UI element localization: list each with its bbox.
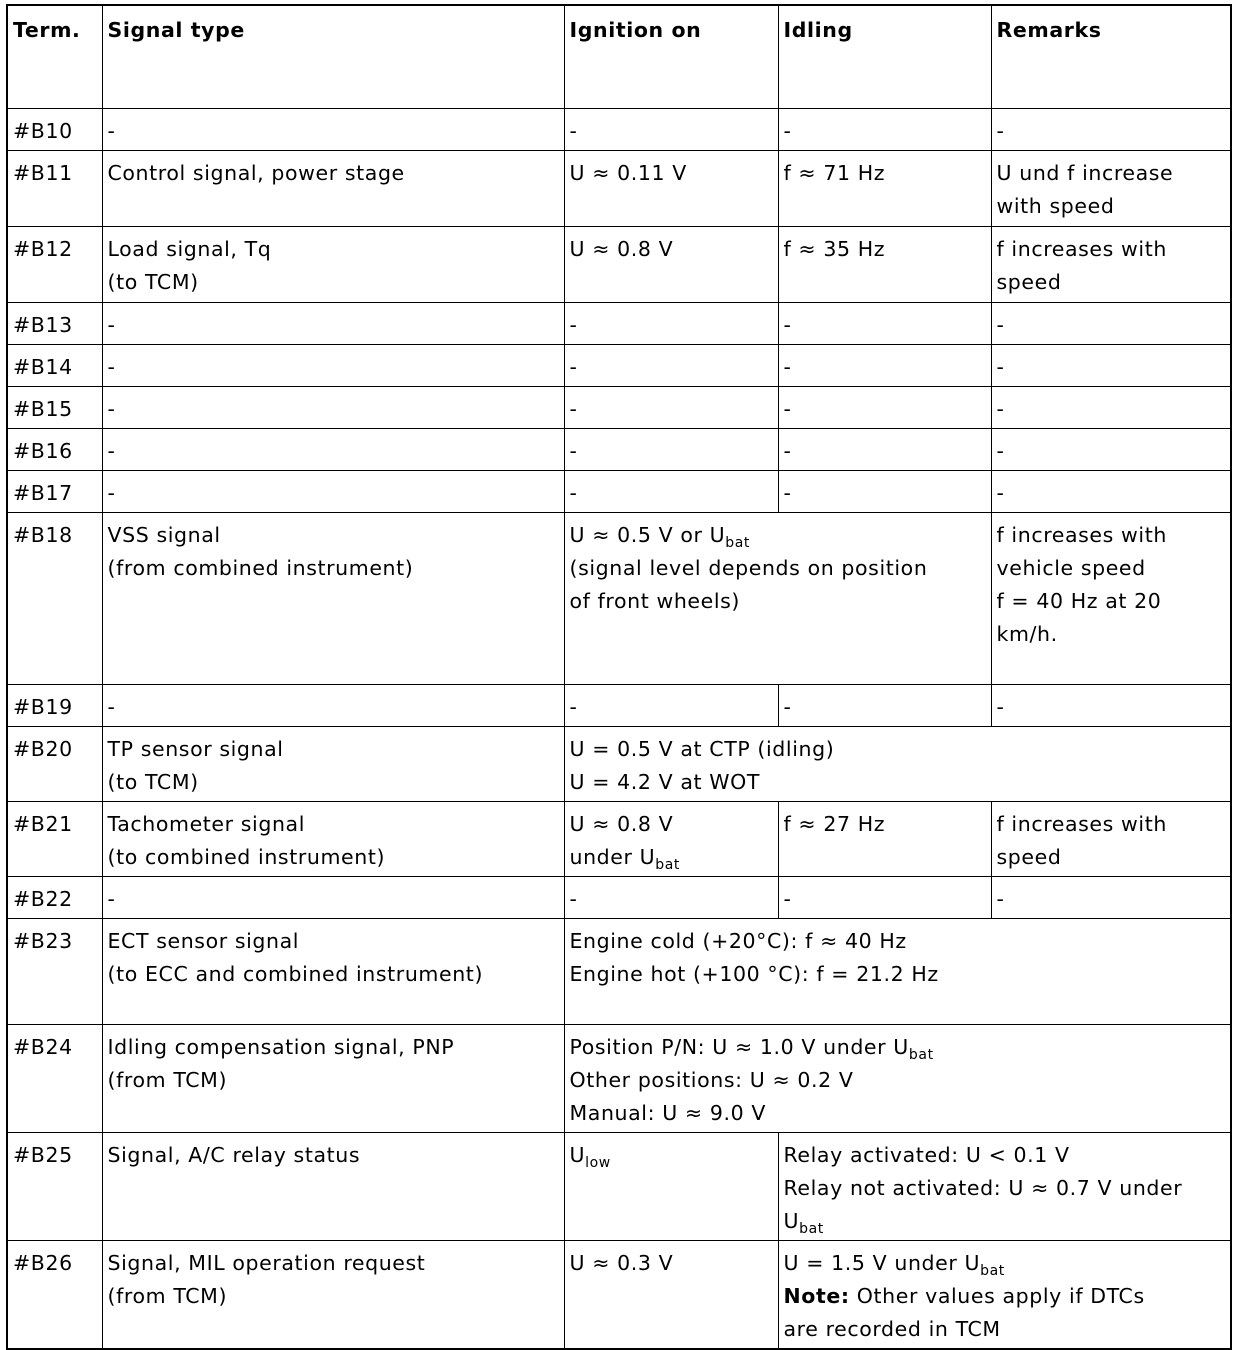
value-cell bbox=[564, 726, 1231, 801]
value-line: U = 0.5 V at CTP (idling) bbox=[569, 736, 835, 761]
signal-cell: - bbox=[102, 386, 564, 428]
value-line: Engine cold (+20°C): f ≈ 40 Hz bbox=[569, 928, 907, 953]
value-line: Engine hot (+100 °C): f = 21.2 Hz bbox=[569, 961, 939, 986]
row-b15 bbox=[7, 386, 1231, 428]
subscript: bat bbox=[799, 1220, 824, 1237]
remarks-cell: - bbox=[991, 108, 1231, 150]
idling-remarks-cell bbox=[778, 1240, 1231, 1349]
term-cell: #B18 bbox=[7, 512, 102, 684]
signal-cell: - bbox=[102, 876, 564, 918]
term-cell: #B25 bbox=[7, 1132, 102, 1240]
value-line: are recorded in TCM bbox=[783, 1316, 1001, 1341]
signal-cell bbox=[102, 226, 564, 302]
signal-cell bbox=[102, 918, 564, 1024]
idling-cell: f ≈ 35 Hz bbox=[778, 226, 991, 302]
signal-line: Idling compensation signal, PNP bbox=[107, 1034, 455, 1059]
ignition-cell: - bbox=[564, 684, 778, 726]
idling-cell: - bbox=[778, 386, 991, 428]
remarks-cell: - bbox=[991, 470, 1231, 512]
row-b10 bbox=[7, 108, 1231, 150]
value-line: U ≈ 0.8 V bbox=[569, 811, 674, 836]
row-b12 bbox=[7, 226, 1231, 302]
value-line: Relay activated: U < 0.1 V bbox=[783, 1142, 1070, 1167]
remarks-line: f increases with bbox=[996, 522, 1167, 547]
idling-cell: - bbox=[778, 344, 991, 386]
signal-cell: Signal, A/C relay status bbox=[102, 1132, 564, 1240]
signal-cell bbox=[102, 512, 564, 684]
idling-cell: f ≈ 27 Hz bbox=[778, 801, 991, 876]
value-line: U = 4.2 V at WOT bbox=[569, 769, 761, 794]
row-b16 bbox=[7, 428, 1231, 470]
row-b18 bbox=[7, 512, 1231, 684]
remarks-cell bbox=[991, 150, 1231, 226]
signal-line: (to ECC and combined instrument) bbox=[107, 961, 484, 986]
idling-remarks-cell bbox=[778, 1132, 1231, 1240]
subscript: bat bbox=[908, 1046, 934, 1063]
signal-line: Load signal, Tq bbox=[107, 236, 272, 261]
subscript: low bbox=[585, 1154, 611, 1171]
value-line bbox=[784, 1205, 1226, 1238]
ignition-cell bbox=[564, 1132, 778, 1240]
value-text: under U bbox=[569, 844, 656, 869]
value-text: U bbox=[783, 1208, 800, 1233]
signal-cell: - bbox=[102, 428, 564, 470]
ignition-cell: - bbox=[564, 108, 778, 150]
signal-line: Signal, MIL operation request bbox=[107, 1250, 426, 1275]
term-cell: #B15 bbox=[7, 386, 102, 428]
term-cell: #B22 bbox=[7, 876, 102, 918]
ignition-cell: - bbox=[564, 302, 778, 344]
header-signal-type: Signal type bbox=[102, 5, 564, 108]
row-b13 bbox=[7, 302, 1231, 344]
idling-cell: - bbox=[778, 470, 991, 512]
term-cell: #B16 bbox=[7, 428, 102, 470]
value-text: Position P/N: U ≈ 1.0 V under U bbox=[569, 1034, 909, 1059]
row-b20 bbox=[7, 726, 1231, 801]
ignition-cell bbox=[564, 801, 778, 876]
term-cell: #B21 bbox=[7, 801, 102, 876]
ignition-cell: - bbox=[564, 344, 778, 386]
term-cell: #B11 bbox=[7, 150, 102, 226]
ignition-cell: - bbox=[564, 428, 778, 470]
term-cell: #B26 bbox=[7, 1240, 102, 1349]
term-cell: #B17 bbox=[7, 470, 102, 512]
term-cell: #B13 bbox=[7, 302, 102, 344]
term-cell: #B20 bbox=[7, 726, 102, 801]
value-line: (signal level depends on position bbox=[569, 555, 928, 580]
remarks-cell: - bbox=[991, 684, 1231, 726]
value-line bbox=[784, 1247, 1226, 1280]
term-cell: #B19 bbox=[7, 684, 102, 726]
remarks-line: f increases with bbox=[996, 236, 1167, 261]
header-remarks: Remarks bbox=[991, 5, 1231, 108]
ignition-idling-cell bbox=[564, 512, 991, 684]
signal-line: (to combined instrument) bbox=[107, 844, 386, 869]
value-cell bbox=[564, 918, 1231, 1024]
signal-cell: - bbox=[102, 470, 564, 512]
value-line bbox=[570, 1031, 1226, 1064]
row-b26 bbox=[7, 1240, 1231, 1349]
term-cell: #B12 bbox=[7, 226, 102, 302]
remarks-cell bbox=[991, 226, 1231, 302]
ignition-cell: U ≈ 0.8 V bbox=[564, 226, 778, 302]
subscript: bat bbox=[725, 534, 751, 551]
value-cell bbox=[564, 1024, 1231, 1132]
row-b21 bbox=[7, 801, 1231, 876]
term-cell: #B14 bbox=[7, 344, 102, 386]
header-ignition-on: Ignition on bbox=[564, 5, 778, 108]
remarks-cell: - bbox=[991, 428, 1231, 470]
term-cell: #B23 bbox=[7, 918, 102, 1024]
idling-cell: - bbox=[778, 876, 991, 918]
signal-cell: - bbox=[102, 302, 564, 344]
signal-line: (to TCM) bbox=[107, 769, 199, 794]
idling-cell: - bbox=[778, 428, 991, 470]
value-line: of front wheels) bbox=[569, 588, 741, 613]
signal-cell bbox=[102, 1240, 564, 1349]
remarks-cell: - bbox=[991, 876, 1231, 918]
remarks-line: with speed bbox=[996, 193, 1115, 218]
signal-line: (from TCM) bbox=[107, 1067, 228, 1092]
ignition-cell: - bbox=[564, 876, 778, 918]
signal-line: VSS signal bbox=[107, 522, 221, 547]
value-line bbox=[784, 1280, 1226, 1313]
term-cell: #B10 bbox=[7, 108, 102, 150]
remarks-cell bbox=[991, 512, 1231, 684]
row-b22 bbox=[7, 876, 1231, 918]
value-text: U ≈ 0.5 V or U bbox=[569, 522, 726, 547]
row-b24 bbox=[7, 1024, 1231, 1132]
term-cell: #B24 bbox=[7, 1024, 102, 1132]
remarks-cell: - bbox=[991, 386, 1231, 428]
row-b25 bbox=[7, 1132, 1231, 1240]
note-label: Note: bbox=[783, 1283, 850, 1308]
value-line bbox=[570, 519, 986, 552]
row-b17 bbox=[7, 470, 1231, 512]
idling-cell: - bbox=[778, 684, 991, 726]
signal-line: ECT sensor signal bbox=[107, 928, 300, 953]
signal-cell bbox=[102, 1024, 564, 1132]
ignition-cell: U ≈ 0.11 V bbox=[564, 150, 778, 226]
value-line: Relay not activated: U ≈ 0.7 V under bbox=[783, 1175, 1183, 1200]
signal-cell: - bbox=[102, 684, 564, 726]
row-b23 bbox=[7, 918, 1231, 1024]
signal-line: (to TCM) bbox=[107, 269, 199, 294]
row-b19 bbox=[7, 684, 1231, 726]
idling-cell: f ≈ 71 Hz bbox=[778, 150, 991, 226]
signal-cell bbox=[102, 801, 564, 876]
signal-line: Tachometer signal bbox=[107, 811, 306, 836]
remarks-line: vehicle speed bbox=[996, 555, 1146, 580]
value-line: Other positions: U ≈ 0.2 V bbox=[569, 1067, 854, 1092]
idling-cell: - bbox=[778, 108, 991, 150]
remarks-line: speed bbox=[996, 269, 1062, 294]
remarks-line: U und f increase bbox=[996, 160, 1174, 185]
header-row bbox=[7, 5, 1231, 108]
signal-cell: - bbox=[102, 108, 564, 150]
ignition-cell: U ≈ 0.3 V bbox=[564, 1240, 778, 1349]
signal-line: (from combined instrument) bbox=[107, 555, 414, 580]
signal-cell bbox=[102, 726, 564, 801]
ignition-cell: - bbox=[564, 386, 778, 428]
value-text: Other values apply if DTCs bbox=[849, 1283, 1145, 1308]
row-b14 bbox=[7, 344, 1231, 386]
header-term: Term. bbox=[7, 5, 102, 108]
signal-line: (from TCM) bbox=[107, 1283, 228, 1308]
terminal-signal-table bbox=[6, 4, 1232, 1350]
value-text: U bbox=[569, 1142, 586, 1167]
value-text: U = 1.5 V under U bbox=[783, 1250, 981, 1275]
value-line bbox=[570, 841, 773, 874]
signal-cell: Control signal, power stage bbox=[102, 150, 564, 226]
remarks-line: km/h. bbox=[996, 621, 1058, 646]
subscript: bat bbox=[655, 856, 681, 873]
value-line: Manual: U ≈ 9.0 V bbox=[569, 1100, 766, 1125]
remarks-cell bbox=[991, 801, 1231, 876]
header-idling: Idling bbox=[778, 5, 991, 108]
remarks-line: f increases with bbox=[996, 811, 1167, 836]
ignition-cell: - bbox=[564, 470, 778, 512]
row-b11 bbox=[7, 150, 1231, 226]
remarks-line: f = 40 Hz at 20 bbox=[996, 588, 1162, 613]
remarks-cell: - bbox=[991, 344, 1231, 386]
signal-cell: - bbox=[102, 344, 564, 386]
subscript: bat bbox=[980, 1262, 1005, 1279]
remarks-line: speed bbox=[996, 844, 1062, 869]
signal-line: TP sensor signal bbox=[107, 736, 284, 761]
remarks-cell: - bbox=[991, 302, 1231, 344]
idling-cell: - bbox=[778, 302, 991, 344]
